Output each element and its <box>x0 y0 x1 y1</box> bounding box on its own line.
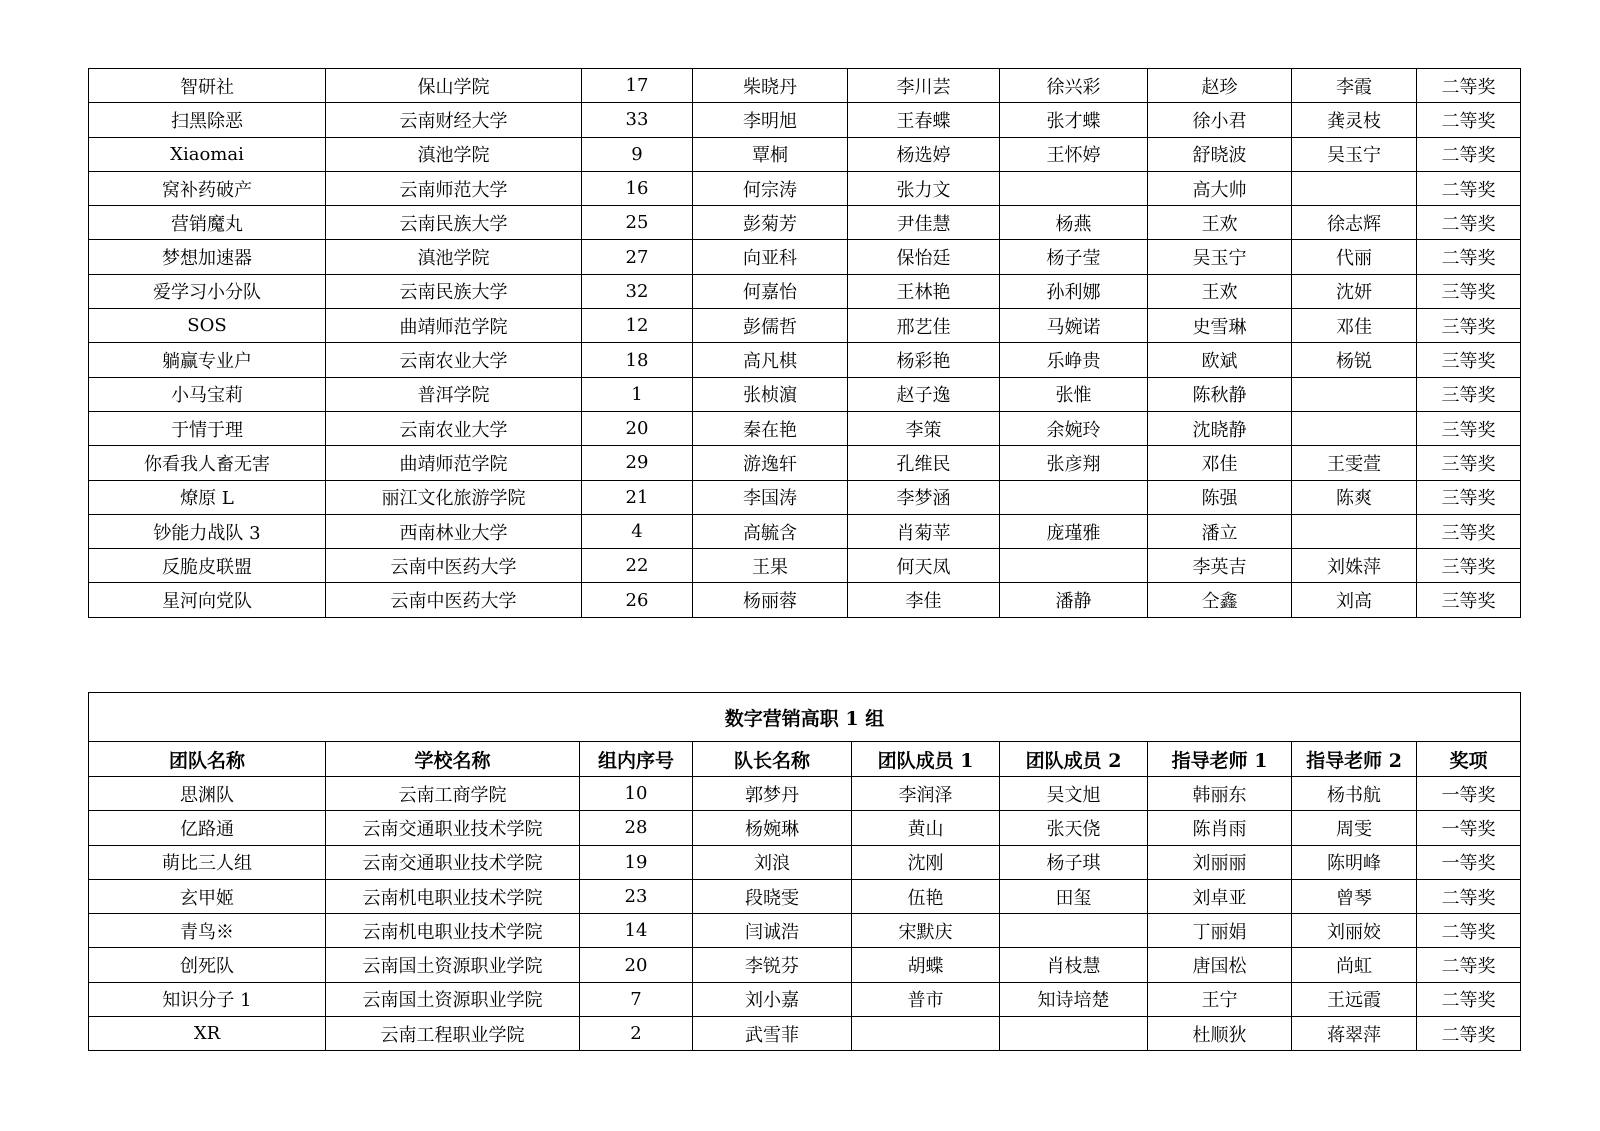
school-name-cell: 云南工程职业学院 <box>326 1017 580 1051</box>
group-seq-cell: 25 <box>582 206 693 240</box>
team-name-cell: 营销魔丸 <box>89 206 326 240</box>
award-cell: 一等奖 <box>1417 845 1521 879</box>
team-name-cell: 反脆皮联盟 <box>89 549 326 583</box>
advisor-1-cell: 陈强 <box>1148 480 1292 514</box>
member-2-cell: 杨子琪 <box>1000 845 1148 879</box>
group-seq-cell: 9 <box>582 137 693 171</box>
member-1-cell: 沈刚 <box>852 845 1000 879</box>
table-row <box>89 411 1521 445</box>
member-1-cell: 黄山 <box>852 811 1000 845</box>
captain-name-header: 队长名称 <box>693 742 852 777</box>
awards-table-continued <box>88 68 1521 618</box>
team-name-cell: 亿路通 <box>89 811 326 845</box>
team-name-cell: 玄甲姬 <box>89 879 326 913</box>
advisor-1-cell: 韩丽东 <box>1148 777 1292 811</box>
team-name-cell: 梦想加速器 <box>89 240 326 274</box>
advisor-1-cell: 史雪琳 <box>1148 309 1292 343</box>
member-2-cell: 田玺 <box>1000 879 1148 913</box>
table-header-row <box>89 742 1521 777</box>
member-1-cell: 杨选婷 <box>848 137 1000 171</box>
member-2-cell: 张天侥 <box>1000 811 1148 845</box>
member-1-cell: 王春蝶 <box>848 103 1000 137</box>
team-name-cell: 爱学习小分队 <box>89 274 326 308</box>
table-row <box>89 69 1521 103</box>
member-2-cell: 徐兴彩 <box>1000 69 1148 103</box>
group-seq-cell: 19 <box>580 845 693 879</box>
group-seq-cell: 26 <box>582 583 693 617</box>
captain-name-cell: 何宗涛 <box>693 171 848 205</box>
school-name-cell: 保山学院 <box>326 69 582 103</box>
advisor-1-cell: 欧斌 <box>1148 343 1292 377</box>
team-name-cell: 钞能力战队 3 <box>89 514 326 548</box>
advisor-2-cell: 王雯萱 <box>1292 446 1417 480</box>
group-seq-cell: 20 <box>582 411 693 445</box>
member-1-cell: 保怡廷 <box>848 240 1000 274</box>
group-seq-cell: 29 <box>582 446 693 480</box>
captain-name-cell: 高毓含 <box>693 514 848 548</box>
member-1-cell: 李梦涵 <box>848 480 1000 514</box>
captain-name-cell: 杨婉琳 <box>693 811 852 845</box>
member-2-cell: 张惟 <box>1000 377 1148 411</box>
advisor-1-cell: 刘丽丽 <box>1148 845 1292 879</box>
captain-name-cell: 段晓雯 <box>693 879 852 913</box>
table-row <box>89 811 1521 845</box>
member-2-cell: 庞瑾雅 <box>1000 514 1148 548</box>
captain-name-cell: 闫诚浩 <box>693 914 852 948</box>
school-name-cell: 云南中医药大学 <box>326 583 582 617</box>
team-name-cell: 思渊队 <box>89 777 326 811</box>
table-row <box>89 845 1521 879</box>
captain-name-cell: 李明旭 <box>693 103 848 137</box>
table-row <box>89 171 1521 205</box>
school-name-cell: 普洱学院 <box>326 377 582 411</box>
group-seq-cell: 16 <box>582 171 693 205</box>
member-2-cell: 知诗培楚 <box>1000 982 1148 1016</box>
advisor-2-cell: 邓佳 <box>1292 309 1417 343</box>
award-cell: 一等奖 <box>1417 777 1521 811</box>
advisor-2-cell: 周雯 <box>1292 811 1417 845</box>
table-row <box>89 549 1521 583</box>
advisor-1-header: 指导老师 1 <box>1148 742 1292 777</box>
member-1-cell <box>852 1017 1000 1051</box>
group-seq-cell: 23 <box>580 879 693 913</box>
advisor-1-cell: 王欢 <box>1148 274 1292 308</box>
table-body <box>89 777 1521 1051</box>
award-cell: 二等奖 <box>1417 69 1521 103</box>
team-name-cell: 萌比三人组 <box>89 845 326 879</box>
captain-name-cell: 张桢濵 <box>693 377 848 411</box>
award-cell: 三等奖 <box>1417 583 1521 617</box>
team-name-cell: 你看我人畜无害 <box>89 446 326 480</box>
table-row <box>89 103 1521 137</box>
table-row <box>89 914 1521 948</box>
awards-table-digital-marketing-vocational-group-1 <box>88 692 1521 1051</box>
advisor-1-cell: 徐小君 <box>1148 103 1292 137</box>
advisor-2-cell: 陈明峰 <box>1292 845 1417 879</box>
school-name-cell: 云南师范大学 <box>326 171 582 205</box>
advisor-2-cell: 李霞 <box>1292 69 1417 103</box>
table-row <box>89 446 1521 480</box>
award-cell: 三等奖 <box>1417 480 1521 514</box>
advisor-1-cell: 李英吉 <box>1148 549 1292 583</box>
group-seq-cell: 21 <box>582 480 693 514</box>
table-title-row <box>89 693 1521 742</box>
school-name-cell: 云南工商学院 <box>326 777 580 811</box>
captain-name-cell: 游逸轩 <box>693 446 848 480</box>
table-title: 数字营销高职 1 组 <box>89 693 1521 742</box>
advisor-2-cell: 王远霞 <box>1292 982 1417 1016</box>
group-seq-cell: 22 <box>582 549 693 583</box>
award-cell: 三等奖 <box>1417 309 1521 343</box>
award-cell: 二等奖 <box>1417 240 1521 274</box>
advisor-2-cell: 尚虹 <box>1292 948 1417 982</box>
advisor-2-cell: 沈妍 <box>1292 274 1417 308</box>
member-1-cell: 李润泽 <box>852 777 1000 811</box>
member-2-cell: 肖枝慧 <box>1000 948 1148 982</box>
school-name-cell: 云南农业大学 <box>326 411 582 445</box>
team-name-cell: 窝补药破产 <box>89 171 326 205</box>
group-seq-cell: 1 <box>582 377 693 411</box>
member-1-cell: 张力文 <box>848 171 1000 205</box>
member-1-cell: 肖菊苹 <box>848 514 1000 548</box>
member-1-cell: 李佳 <box>848 583 1000 617</box>
school-name-cell: 云南国土资源职业学院 <box>326 948 580 982</box>
group-seq-cell: 7 <box>580 982 693 1016</box>
member-1-cell: 王林艳 <box>848 274 1000 308</box>
group-seq-cell: 28 <box>580 811 693 845</box>
award-cell: 三等奖 <box>1417 446 1521 480</box>
table-row <box>89 206 1521 240</box>
table-row <box>89 948 1521 982</box>
advisor-2-cell: 蒋翠萍 <box>1292 1017 1417 1051</box>
school-name-cell: 滇池学院 <box>326 137 582 171</box>
award-cell: 二等奖 <box>1417 206 1521 240</box>
member-1-cell: 李川芸 <box>848 69 1000 103</box>
advisor-1-cell: 陈肖雨 <box>1148 811 1292 845</box>
advisor-2-cell: 杨锐 <box>1292 343 1417 377</box>
member-2-cell: 马婉诺 <box>1000 309 1148 343</box>
captain-name-cell: 高凡棋 <box>693 343 848 377</box>
group-seq-cell: 33 <box>582 103 693 137</box>
captain-name-cell: 覃桐 <box>693 137 848 171</box>
table-row <box>89 343 1521 377</box>
award-cell: 二等奖 <box>1417 914 1521 948</box>
captain-name-cell: 刘小嘉 <box>693 982 852 1016</box>
team-name-cell: 智研社 <box>89 69 326 103</box>
team-name-cell: 星河向党队 <box>89 583 326 617</box>
school-name-cell: 云南机电职业技术学院 <box>326 879 580 913</box>
team-name-cell: 小马宝莉 <box>89 377 326 411</box>
award-cell: 二等奖 <box>1417 137 1521 171</box>
school-name-cell: 曲靖师范学院 <box>326 309 582 343</box>
team-name-header: 团队名称 <box>89 742 326 777</box>
member-1-header: 团队成员 1 <box>852 742 1000 777</box>
group-seq-cell: 10 <box>580 777 693 811</box>
advisor-2-cell <box>1292 514 1417 548</box>
member-2-cell: 杨子莹 <box>1000 240 1148 274</box>
table-row <box>89 309 1521 343</box>
table-row <box>89 240 1521 274</box>
table-row <box>89 137 1521 171</box>
member-2-cell <box>1000 914 1148 948</box>
advisor-1-cell: 王宁 <box>1148 982 1292 1016</box>
member-2-cell <box>1000 480 1148 514</box>
member-2-cell: 杨燕 <box>1000 206 1148 240</box>
school-name-cell: 云南民族大学 <box>326 206 582 240</box>
group-seq-cell: 17 <box>582 69 693 103</box>
award-cell: 三等奖 <box>1417 549 1521 583</box>
captain-name-cell: 彭菊芳 <box>693 206 848 240</box>
award-cell: 二等奖 <box>1417 103 1521 137</box>
table-row <box>89 377 1521 411</box>
school-name-cell: 云南民族大学 <box>326 274 582 308</box>
award-cell: 二等奖 <box>1417 879 1521 913</box>
school-name-cell: 云南中医药大学 <box>326 549 582 583</box>
member-1-cell: 何天凤 <box>848 549 1000 583</box>
captain-name-cell: 王果 <box>693 549 848 583</box>
advisor-1-cell: 沈晓静 <box>1148 411 1292 445</box>
advisor-1-cell: 赵珍 <box>1148 69 1292 103</box>
group-seq-cell: 2 <box>580 1017 693 1051</box>
school-name-cell: 滇池学院 <box>326 240 582 274</box>
team-name-cell: 于情于理 <box>89 411 326 445</box>
advisor-1-cell: 刘卓亚 <box>1148 879 1292 913</box>
advisor-2-cell: 吴玉宁 <box>1292 137 1417 171</box>
captain-name-cell: 武雪菲 <box>693 1017 852 1051</box>
award-cell: 二等奖 <box>1417 171 1521 205</box>
captain-name-cell: 郭梦丹 <box>693 777 852 811</box>
team-name-cell: Xiaomai <box>89 137 326 171</box>
advisor-2-cell <box>1292 377 1417 411</box>
team-name-cell: 扫黑除恶 <box>89 103 326 137</box>
advisor-1-cell: 潘立 <box>1148 514 1292 548</box>
captain-name-cell: 彭儒哲 <box>693 309 848 343</box>
group-seq-cell: 14 <box>580 914 693 948</box>
advisor-2-cell: 徐志辉 <box>1292 206 1417 240</box>
captain-name-cell: 秦在艳 <box>693 411 848 445</box>
advisor-1-cell: 邓佳 <box>1148 446 1292 480</box>
team-name-cell: XR <box>89 1017 326 1051</box>
member-1-cell: 宋默庆 <box>852 914 1000 948</box>
school-name-cell: 丽江文化旅游学院 <box>326 480 582 514</box>
team-name-cell: 躺赢专业户 <box>89 343 326 377</box>
school-name-cell: 云南农业大学 <box>326 343 582 377</box>
table-row <box>89 514 1521 548</box>
captain-name-cell: 柴晓丹 <box>693 69 848 103</box>
advisor-2-cell: 龚灵枝 <box>1292 103 1417 137</box>
member-1-cell: 普市 <box>852 982 1000 1016</box>
advisor-2-cell: 代丽 <box>1292 240 1417 274</box>
member-1-cell: 孔维民 <box>848 446 1000 480</box>
captain-name-cell: 李国涛 <box>693 480 848 514</box>
member-2-cell: 张彦翔 <box>1000 446 1148 480</box>
member-2-cell: 潘静 <box>1000 583 1148 617</box>
team-name-cell: 燎原 L <box>89 480 326 514</box>
advisor-1-cell: 丁丽娟 <box>1148 914 1292 948</box>
advisor-2-cell: 刘姝萍 <box>1292 549 1417 583</box>
member-1-cell: 尹佳慧 <box>848 206 1000 240</box>
advisor-2-header: 指导老师 2 <box>1292 742 1417 777</box>
award-cell: 三等奖 <box>1417 377 1521 411</box>
team-name-cell: 创死队 <box>89 948 326 982</box>
captain-name-cell: 杨丽蓉 <box>693 583 848 617</box>
table-row <box>89 879 1521 913</box>
member-2-cell: 乐峥贵 <box>1000 343 1148 377</box>
table-row <box>89 777 1521 811</box>
group-seq-cell: 20 <box>580 948 693 982</box>
advisor-2-cell: 刘高 <box>1292 583 1417 617</box>
advisor-1-cell: 王欢 <box>1148 206 1292 240</box>
member-1-cell: 邢艺佳 <box>848 309 1000 343</box>
advisor-1-cell: 杜顺狄 <box>1148 1017 1292 1051</box>
captain-name-cell: 刘浪 <box>693 845 852 879</box>
member-2-cell <box>1000 549 1148 583</box>
member-1-cell: 杨彩艳 <box>848 343 1000 377</box>
award-cell: 三等奖 <box>1417 411 1521 445</box>
table-row <box>89 1017 1521 1051</box>
table-row <box>89 274 1521 308</box>
advisor-1-cell: 吴玉宁 <box>1148 240 1292 274</box>
member-2-cell <box>1000 1017 1148 1051</box>
team-name-cell: 青鸟※ <box>89 914 326 948</box>
group-seq-cell: 27 <box>582 240 693 274</box>
team-name-cell: 知识分子 1 <box>89 982 326 1016</box>
advisor-1-cell: 陈秋静 <box>1148 377 1292 411</box>
school-name-cell: 云南国土资源职业学院 <box>326 982 580 1016</box>
table-row <box>89 583 1521 617</box>
member-2-cell: 张才蝶 <box>1000 103 1148 137</box>
member-2-cell: 王怀婷 <box>1000 137 1148 171</box>
advisor-2-cell <box>1292 411 1417 445</box>
member-1-cell: 伍艳 <box>852 879 1000 913</box>
award-cell: 三等奖 <box>1417 274 1521 308</box>
member-2-cell: 余婉玲 <box>1000 411 1148 445</box>
member-1-cell: 胡蝶 <box>852 948 1000 982</box>
school-name-cell: 西南林业大学 <box>326 514 582 548</box>
award-cell: 三等奖 <box>1417 514 1521 548</box>
advisor-2-cell: 刘丽姣 <box>1292 914 1417 948</box>
award-cell: 一等奖 <box>1417 811 1521 845</box>
table-row <box>89 982 1521 1016</box>
school-name-header: 学校名称 <box>326 742 580 777</box>
captain-name-cell: 李锐芬 <box>693 948 852 982</box>
member-1-cell: 赵子逸 <box>848 377 1000 411</box>
award-cell: 二等奖 <box>1417 1017 1521 1051</box>
member-2-cell <box>1000 171 1148 205</box>
advisor-1-cell: 高大帅 <box>1148 171 1292 205</box>
advisor-1-cell: 舒晓波 <box>1148 137 1292 171</box>
member-1-cell: 李策 <box>848 411 1000 445</box>
member-2-header: 团队成员 2 <box>1000 742 1148 777</box>
school-name-cell: 曲靖师范学院 <box>326 446 582 480</box>
member-2-cell: 孙利娜 <box>1000 274 1148 308</box>
table-body <box>89 69 1521 618</box>
school-name-cell: 云南交通职业技术学院 <box>326 845 580 879</box>
advisor-2-cell: 陈爽 <box>1292 480 1417 514</box>
team-name-cell: SOS <box>89 309 326 343</box>
school-name-cell: 云南交通职业技术学院 <box>326 811 580 845</box>
school-name-cell: 云南财经大学 <box>326 103 582 137</box>
advisor-2-cell <box>1292 171 1417 205</box>
group-seq-header: 组内序号 <box>580 742 693 777</box>
member-2-cell: 吴文旭 <box>1000 777 1148 811</box>
award-cell: 三等奖 <box>1417 343 1521 377</box>
award-header: 奖项 <box>1417 742 1521 777</box>
group-seq-cell: 18 <box>582 343 693 377</box>
advisor-2-cell: 杨书航 <box>1292 777 1417 811</box>
advisor-1-cell: 仝鑫 <box>1148 583 1292 617</box>
group-seq-cell: 32 <box>582 274 693 308</box>
award-cell: 二等奖 <box>1417 982 1521 1016</box>
advisor-2-cell: 曾琴 <box>1292 879 1417 913</box>
captain-name-cell: 何嘉怡 <box>693 274 848 308</box>
advisor-1-cell: 唐国松 <box>1148 948 1292 982</box>
group-seq-cell: 4 <box>582 514 693 548</box>
award-cell: 二等奖 <box>1417 948 1521 982</box>
school-name-cell: 云南机电职业技术学院 <box>326 914 580 948</box>
captain-name-cell: 向亚科 <box>693 240 848 274</box>
group-seq-cell: 12 <box>582 309 693 343</box>
table-row <box>89 480 1521 514</box>
